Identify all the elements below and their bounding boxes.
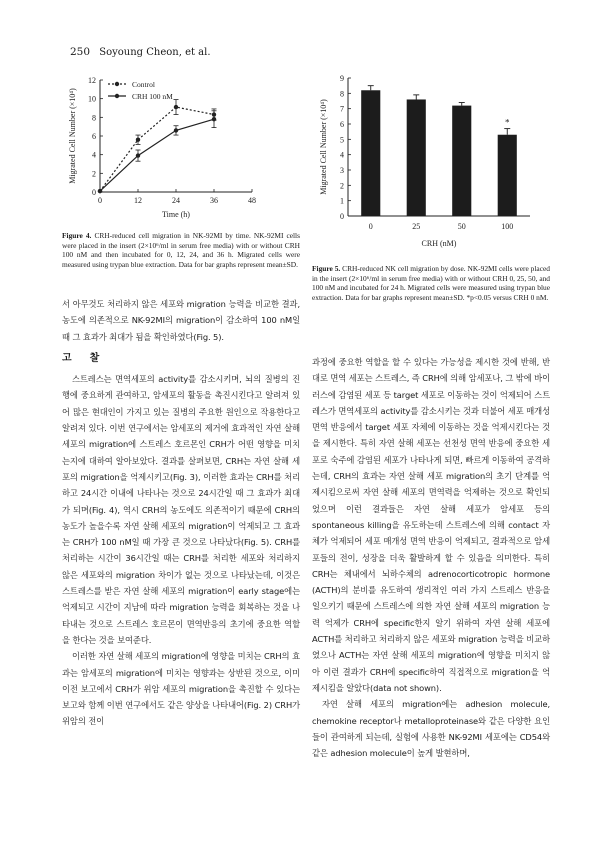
fig5-bar bbox=[498, 135, 517, 216]
figure-4-caption bbox=[62, 231, 300, 269]
fig4-y-tick-label: 10 bbox=[88, 94, 96, 104]
fig4-data-point bbox=[212, 117, 216, 121]
fig4-x-tick-label: 24 bbox=[172, 196, 180, 205]
figure-4-caption-text: CRH-reduced cell migration in NK-92MI by time. NK-92MI cells were placed in the insert (2×10⁶/ml in serum free media) with or without CRH 100 nM and then incubated for 0, 12, 24, and 36 h. Migrated cells were measured using trypan blue extraction. Data for bar graphs represent mean±SD. bbox=[62, 231, 300, 269]
fig5-y-tick-label: 0 bbox=[340, 212, 344, 221]
fig4-data-point bbox=[136, 153, 140, 157]
fig4-x-tick-label: 0 bbox=[98, 196, 102, 205]
fig4-data-point bbox=[98, 189, 102, 193]
fig4-series-line-0 bbox=[100, 107, 214, 191]
figure-5-label: Figure 5. bbox=[312, 264, 341, 273]
fig5-x-tick-label: 25 bbox=[412, 222, 421, 231]
fig4-x-tick-label: 36 bbox=[210, 196, 218, 205]
figure-4-line-chart bbox=[58, 72, 278, 222]
right-column bbox=[312, 354, 550, 761]
figure-5-bar-chart bbox=[312, 70, 542, 252]
fig4-data-point bbox=[174, 128, 178, 132]
figure-4-label: Figure 4. bbox=[62, 231, 92, 240]
fig4-x-axis-label: Time (h) bbox=[162, 210, 190, 219]
fig4-y-tick-label: 2 bbox=[92, 169, 96, 179]
fig4-series bbox=[98, 100, 217, 194]
figure-5-caption bbox=[312, 264, 550, 302]
fig5-y-tick-label: 6 bbox=[340, 120, 344, 129]
left-column bbox=[62, 296, 300, 730]
fig4-y-tick-label: 0 bbox=[92, 188, 96, 197]
figure-5-caption-text: CRH-reduced NK cell migration by dose. NK-92MI cells were placed in the insert (2×10⁶/ml in serum free media) with or without CRH 0, 25, 50, and 100 nM and incubated for 24 h. Migrated cells were measured using trypan blue extraction. Data for bar graphs represent mean±SD. *p<0.05 versus CRH 0 nM. bbox=[312, 264, 550, 302]
fig4-x-tick-label: 12 bbox=[134, 196, 142, 205]
fig5-y-tick-label: 7 bbox=[340, 104, 344, 114]
fig5-bars bbox=[361, 86, 517, 216]
fig5-y-tick-label: 5 bbox=[340, 135, 344, 145]
fig5-bar bbox=[452, 106, 471, 216]
fig5-y-tick-label: 4 bbox=[340, 150, 344, 160]
fig5-y-tick-label: 1 bbox=[340, 196, 344, 206]
fig5-bar bbox=[407, 99, 426, 216]
fig4-series-line-1 bbox=[100, 119, 214, 191]
fig5-y-tick-label: 8 bbox=[340, 89, 344, 99]
left-intro-paragraph: 서 아무것도 처리하지 않은 세포와 migration 능력을 비교한 결과, 농도에 의존적으로 NK-92MI의 migration이 감소하여 100 nM일 때 그 효과가 최대가 됨을 확인하였다(Fig. 5). bbox=[62, 299, 300, 342]
discussion-paragraph-1: 스트레스는 면역세포의 activity를 감소시키며, 뇌의 질병의 진행에 중요하게 관여하고, 암세포의 활동을 촉진시킨다고 알려져 있어 많은 현대인이 가지고 있는 질병의 주요한 원인으로 작용한다고 알려져 있다. 이번 연구에서는 암세포의 제거에 효과적인 자연 살해 세포의 migration에 스트레스 호르몬인 CRH가 어떤 영향을 미치는지에 대하여 알아보았다. 결과를 살펴보면, CRH는 자연 살해 세포의 migration을 억제시키고(Fig. 3), 이러한 효과는 CRH를 처리하고 24시간 이내에 나타나는 것으로 24시간일 때 그 효과가 최대가 되며(Fig. 4), 역시 CRH의 농도에도 의존적이기 때문에 CRH의 농도가 높을수록 자연 살해 세포의 migration이 억제되고 그 효과는 CRH가 100 nM일 때 가장 큰 것으로 나타났다(Fig. 5). CRH를 처리하는 시간이 36시간일 때는 CRH를 처리한 세포와 처리하지 않은 세포와의 migration 차이가 없는 것으로 나타났는데, 이것은 스트레스를 받은 자연 살해 세포의 migration이 early stage에는 억제되고 시간이 지남에 따라 migration 능력을 회복하는 것을 나타내는 것으로 스트레스 호르몬이 면역반응의 초기에 중요한 역할을 한다는 것을 보여준다. bbox=[62, 374, 300, 645]
fig4-y-tick-label: 4 bbox=[92, 150, 96, 160]
fig5-y-tick-label: 2 bbox=[340, 181, 344, 191]
fig5-x-tick-label: 50 bbox=[457, 222, 466, 231]
fig5-significance-marker: * bbox=[505, 117, 510, 128]
fig4-legend-marker bbox=[115, 94, 119, 98]
fig4-legend-label: CRH 100 nM bbox=[132, 92, 173, 101]
fig5-y-tick-label: 9 bbox=[340, 74, 344, 83]
fig5-x-tick-label: 0 bbox=[368, 222, 373, 231]
section-title-discussion: 고찰 bbox=[62, 352, 118, 364]
fig5-x-tick-label: 100 bbox=[501, 222, 514, 231]
fig4-y-axis-label: Migrated Cell Number (×10⁴) bbox=[68, 88, 77, 184]
page-number: 250 bbox=[70, 46, 91, 58]
fig4-x-tick-label: 48 bbox=[248, 196, 256, 205]
fig5-y-axis-label: Migrated Cell Number (×10⁴) bbox=[319, 99, 328, 195]
header-authors: Soyoung Cheon, et al. bbox=[99, 47, 211, 58]
fig4-y-tick-label: 12 bbox=[88, 76, 96, 85]
right-paragraph-2: 자연 살해 세포의 migration에는 adhesion molecule, chemokine receptor나 metalloproteinase와 같은 다양한 요인들이 관여하게 되는데, 실험에 사용한 NK-92MI 세포에는 CD54와 같은 adhesion molecule이 높게 발현하며, bbox=[312, 699, 550, 759]
fig4-legend-marker bbox=[115, 82, 119, 86]
fig5-bar bbox=[361, 90, 380, 216]
fig4-y-tick-label: 8 bbox=[92, 113, 96, 123]
fig4-legend bbox=[108, 80, 173, 101]
fig5-x-axis-label: CRH (nM) bbox=[421, 239, 457, 248]
right-paragraph-1: 과정에 중요한 역할을 할 수 있다는 가능성을 제시한 것에 반해, 반대로 면역 세포는 스트레스, 즉 CRH에 의해 암세포나, 그 밖에 바이러스에 감염된 세포 등 target 세포로 이동하는 것이 억제되어 스트레스가 면역세포의 activity를 감소시키는 것과 더불어 세포 매개성 면역 반응에서 target 세포 자체에 이동하는 것을 억제시킨다는 것을 제시한다. 특히 자연 살해 세포는 선천성 면역 반응에 중요한 세포로 숙주에 감염된 세포가 나타나게 되면, 빠르게 이동하여 공격하는데, CRH의 효과는 자연 살해 세포 migration의 초기 단계를 억제시킴으로써 자연 살해 세포의 면역력을 억제하는 것으로 확인되었으며 이런 결과들은 자연 살해 세포가 암세포 등의 spontaneous killing을 유도하는데 스트레스에 의해 contact 자체가 억제되어 세포 매개성 면역 반응이 억제되고, 결과적으로 암세포들의 전이, 성장을 더욱 활발하게 할 수 있음을 의미한다. 특히 CRH는 체내에서 뇌하수체의 adrenocorticotropic hormone (ACTH)의 분비를 유도하여 생리적인 여러 가지 스트레스 반응을 일으키기 때문에 스트레스에 의한 자연 살해 세포의 migration 능력 억제가 CRH에 specific한지 알기 위하여 자연 살해 세포에 ACTH를 처리하고 처리하지 않은 세포와 migration 능력을 비교하였으나 ACTH는 자연 살해 세포의 migration에 영향을 미치지 않아 이런 결과가 CRH에 specific하여 직접적으로 migration을 억제시킴을 알았다(data not shown). bbox=[312, 357, 550, 693]
fig4-data-point bbox=[136, 138, 140, 142]
running-header bbox=[70, 46, 211, 58]
fig4-y-tick-label: 6 bbox=[92, 132, 96, 141]
fig4-data-point bbox=[174, 105, 178, 109]
fig4-legend-label: Control bbox=[132, 80, 155, 89]
fig5-y-tick-label: 3 bbox=[340, 166, 344, 175]
discussion-paragraph-2: 이러한 자연 살해 세포의 migration에 영향을 미치는 CRH의 효과는 암세포의 migration에 미치는 영향과는 상반된 것으로, 이미 이전 보고에서 CRH가 위암 세포의 migration을 촉진할 수 있다는 보고와 함께 이번 연구에서도 같은 양상을 나타내어(Fig. 2) CRH가 위암의 전이 bbox=[62, 651, 300, 727]
